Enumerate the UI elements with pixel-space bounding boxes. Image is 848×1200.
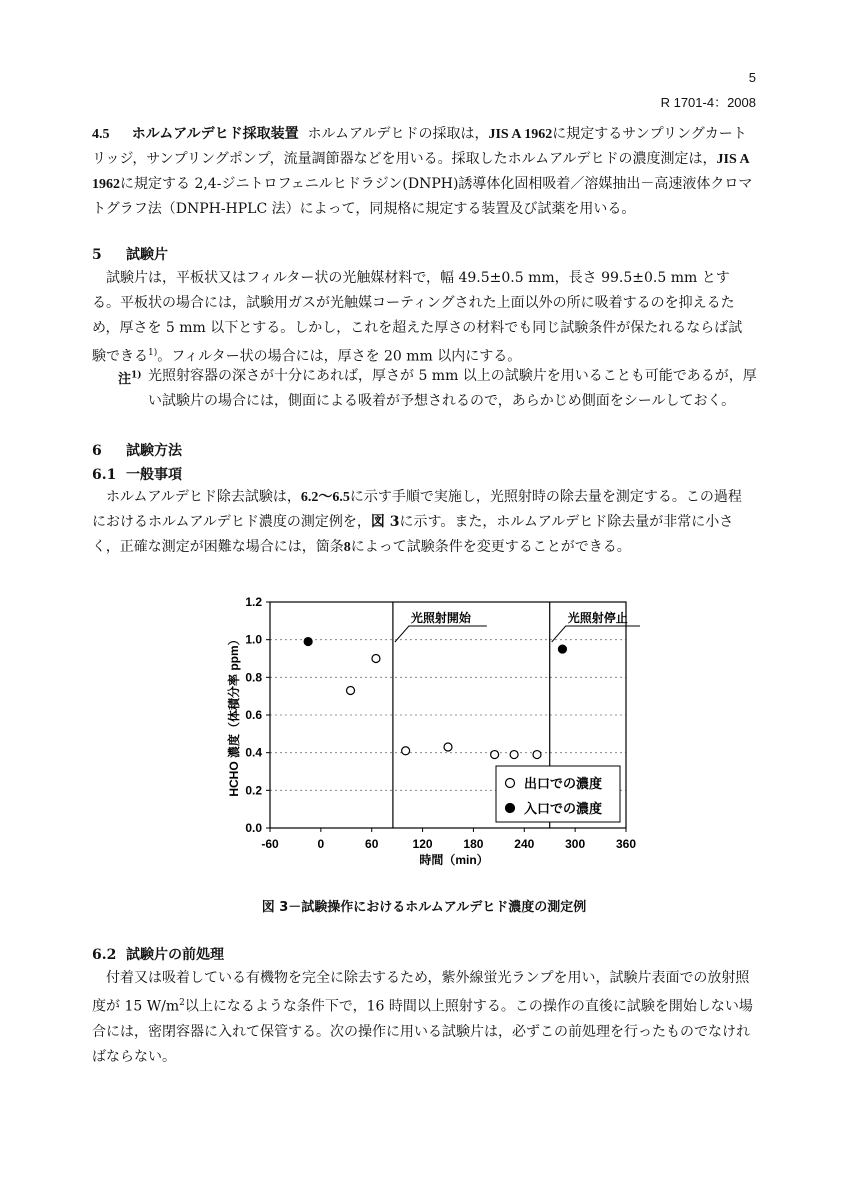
- section-6-2-paragraph: [92, 966, 754, 1070]
- y-tick-label: 0.0: [245, 821, 262, 835]
- note-sup: 1): [131, 370, 142, 381]
- section-5-text-2: 。フィルター状の場合には，厚さを 20 mm 以内にする。: [157, 348, 522, 365]
- legend-marker: [506, 804, 515, 813]
- x-axis-label: 時間（min）: [419, 853, 489, 867]
- section-4-5-title: ホルムアルデヒド採取装置: [131, 126, 299, 142]
- note-text: 光照射容器の深さが十分にあれば，厚さが 5 mm 以上の試験片を用いることも可能であるが，厚い試験片の場合には，側面による吸着が予想されるので，あらかじめ側面をシールしておく。: [148, 368, 757, 409]
- page-number: 5: [748, 70, 756, 85]
- section-4-5-paragraph: [92, 122, 754, 222]
- jis-reference-2: JIS A 1962: [92, 152, 749, 192]
- section-6-1-title: 一般事項: [126, 467, 182, 483]
- figure-reference: 図 3: [370, 514, 400, 530]
- inlet-point: [558, 645, 566, 653]
- footnote-ref: 1): [148, 348, 158, 358]
- outlet-point: [491, 751, 499, 759]
- section-6-1-text-1: ホルムアルデヒド除去試験は，: [106, 489, 301, 505]
- note-label: [118, 368, 142, 387]
- x-tick-label: 360: [615, 837, 637, 851]
- section-4-5-text-2: に規定するサンプリングカートリッジ，サンプリングポンプ，流量調節器などを用いる。採取したホルムアルデヒドの濃度測定は，: [92, 126, 747, 167]
- legend-label: 入口での濃度: [524, 801, 603, 816]
- x-tick-label: 120: [412, 837, 433, 851]
- clause-reference: 8: [343, 540, 351, 555]
- section-6-2-number: 6.2: [92, 947, 117, 963]
- section-6-number: 6: [92, 443, 102, 459]
- x-tick-label: 240: [514, 837, 535, 851]
- section-6-2-title: 試験片の前処理: [126, 947, 224, 963]
- section-6-1-heading: [92, 464, 182, 484]
- jis-reference-1: JIS A 1962: [488, 127, 553, 142]
- document-id: R 1701-4：2008: [660, 95, 756, 110]
- inlet-point: [304, 638, 312, 646]
- figure-caption: 図 3－試験操作におけるホルムアルデヒド濃度の測定例: [261, 900, 587, 915]
- y-axis-label: HCHO 濃度（体積分率 ppm）: [227, 633, 241, 797]
- section-6-2-text-1: 付着又は吸着している有機物を完全に除去するため，紫外線蛍光ランプを用い，試験片表面での放射照度が 15 W/m: [92, 970, 750, 1015]
- section-6-title: 試験方法: [126, 443, 182, 459]
- y-tick-label: 1.0: [245, 632, 262, 647]
- outlet-point: [510, 751, 518, 759]
- section-5-number: 5: [92, 247, 102, 263]
- outlet-point: [402, 747, 410, 755]
- hcho-concentration-chart: [220, 590, 640, 880]
- y-tick-label: 1.2: [245, 595, 262, 609]
- y-tick-label: 0.2: [245, 783, 262, 798]
- section-6-1-paragraph: [92, 485, 754, 560]
- step-reference: 6.2～6.5: [300, 490, 350, 505]
- section-5-paragraph: [92, 266, 754, 370]
- y-tick-label: 0.6: [245, 708, 262, 722]
- section-6-1-text-4: によって試験条件を変更することができる。: [350, 539, 631, 555]
- x-tick-label: 300: [565, 837, 586, 851]
- units-superscript: 2: [179, 998, 185, 1008]
- section-6-1-text-2: に示す手順で実施し，光照射時の除去量を測定する。この過程におけるホルムアルデヒド濃度の測定例を，: [92, 489, 742, 530]
- section-4-5-text-3: に規定する 2,4-ジニトロフェニルヒドラジン(DNPH)誘導体化固相吸着／溶媒抽出－高速液体クロマトグラフ法（DNPH-HPLC 法）によって，同規格に規定する装置及び試薬を用いる。: [92, 176, 753, 217]
- x-tick-label: 180: [463, 837, 484, 851]
- note-label-text: 注: [118, 372, 132, 387]
- event-label: 光照射開始: [410, 611, 471, 625]
- y-tick-label: 0.8: [245, 670, 262, 685]
- section-5-text-1: 試験片は，平板状又はフィルター状の光触媒材料で，幅 49.5±0.5 mm，長さ 99.5±0.5 mm とする。平板状の場合には，試験用ガスが光触媒コーティングされた上面以外の所に吸着するのを抑えるため，厚さを 5 mm 以下とする。しかし，これを超えた厚さの材料でも同じ試験条件が保たれるならば試験できる: [92, 270, 743, 365]
- y-tick-label: 0.4: [245, 745, 262, 760]
- section-5-title: 試験片: [126, 247, 168, 263]
- section-6-heading: [92, 440, 182, 460]
- section-5-heading: [92, 244, 168, 264]
- x-tick-label: 60: [365, 837, 379, 851]
- outlet-point: [347, 687, 355, 695]
- section-6-2-heading: [92, 944, 224, 964]
- section-6-2-text-2: 以上になるような条件下で，16 時間以上照射する。この操作の直後に試験を開始しない場合には，密閉容器に入れて保管する。次の操作に用いる試験片は，必ずこの前処理を行ったものでなければならない。: [92, 998, 753, 1065]
- x-tick-label: -60: [261, 837, 279, 851]
- event-label: 光照射停止: [567, 611, 628, 625]
- outlet-point: [444, 743, 452, 751]
- x-tick-label: 0: [317, 837, 325, 851]
- legend-marker: [506, 779, 515, 788]
- section-6-1-text-3: に示す。また，ホルムアルデヒド除去量が非常に小さく，正確な測定が困難な場合には，箇条: [92, 514, 734, 555]
- section-6-1-number: 6.1: [92, 467, 117, 483]
- legend-label: 出口での濃度: [524, 776, 603, 791]
- outlet-point: [533, 751, 541, 759]
- outlet-point: [372, 655, 380, 663]
- section-4-5-text-1: ホルムアルデヒドの採取は，: [307, 126, 489, 142]
- section-4-5-number: 4.5: [92, 127, 110, 142]
